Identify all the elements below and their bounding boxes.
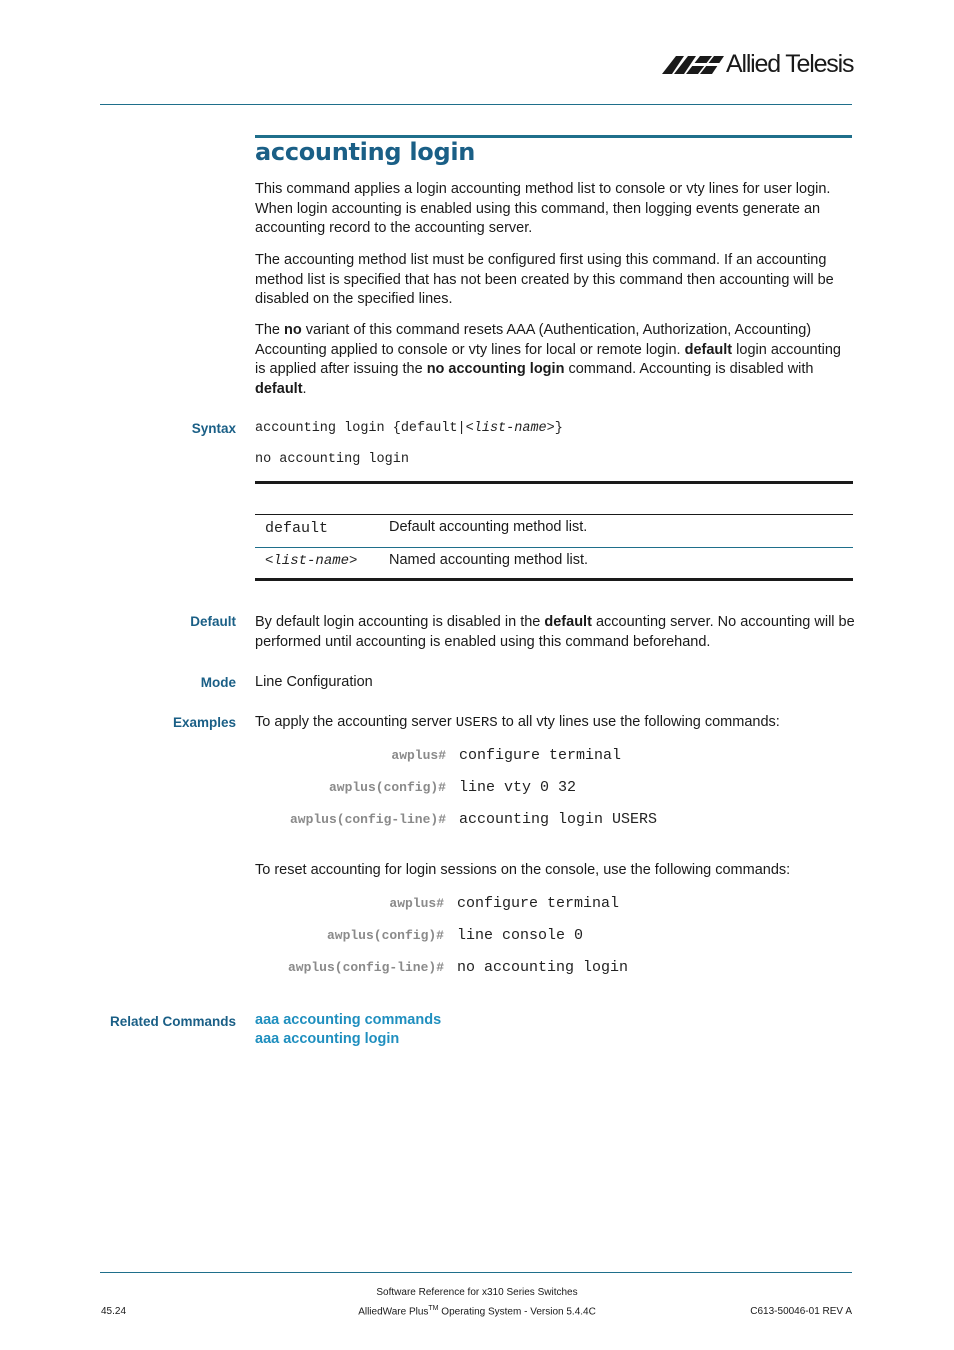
page-title: accounting login	[255, 138, 476, 166]
param-description: Named accounting method list.	[389, 552, 589, 568]
syntax-label: Syntax	[191, 421, 236, 436]
param-name: default	[265, 520, 329, 537]
param-name: <list-name>	[265, 553, 358, 569]
cli-command: line console 0	[457, 927, 584, 944]
cli-prompt: awplus(config)#	[328, 780, 446, 795]
cli-command: no accounting login	[457, 959, 629, 976]
cli-command: line vty 0 32	[459, 779, 577, 796]
default-label: Default	[190, 614, 236, 629]
cli-prompt: awplus(config-line)#	[287, 960, 444, 975]
syntax-line-1: accounting login {default|<list-name>}	[255, 421, 563, 436]
logo-text: Allied Telesis	[726, 50, 854, 78]
table-bottom-rule	[255, 578, 853, 581]
mode-label: Mode	[200, 675, 236, 690]
cli-command: configure terminal	[459, 747, 622, 764]
intro-paragraph-2: The accounting method list must be configured first using this command. If an accounting method list is specified that has not been created by this command then accounting will be disabled on the specified lines.	[255, 252, 834, 307]
table-top-rule	[255, 481, 853, 484]
footer-title: Software Reference for x310 Series Switches	[376, 1287, 578, 1298]
intro-paragraph-3: The no variant of this command resets AAA (Authentication, Authorization, Accounting) Accounting applied to console or vty lines for local or remote login. default login accounting is applied after issuing the no accounting login command. Accounting is disabled with default.	[255, 322, 841, 397]
cli-command: configure terminal	[457, 895, 620, 912]
example-command-line	[200, 780, 800, 800]
example-command-line	[200, 812, 800, 832]
footer-rule	[100, 1272, 852, 1273]
table-row	[255, 548, 853, 578]
intro-paragraph-1: This command applies a login accounting method list to console or vty lines for user login. When login accounting is enabled using this command, then logging events generate an accounting record to the accounting server.	[255, 181, 831, 236]
examples-intro-2: To reset accounting for login sessions on the console, use the following commands:	[255, 862, 791, 878]
link-aaa-accounting-login[interactable]: aaa accounting login	[255, 1031, 400, 1047]
cli-command: accounting login USERS	[459, 811, 658, 828]
cli-prompt: awplus(config-line)#	[289, 812, 446, 827]
table-row	[255, 515, 853, 548]
cli-prompt: awplus#	[391, 748, 446, 763]
syntax-line-2: no accounting login	[255, 452, 409, 467]
footer-os-version: AlliedWare Plus™ Operating System - Version 5.4.4C	[358, 1305, 596, 1318]
example-command-line	[198, 960, 798, 980]
cli-prompt: awplus#	[389, 896, 444, 911]
allied-telesis-logo	[662, 50, 854, 78]
header-rule	[100, 104, 852, 105]
examples-intro: To apply the accounting server USERS to all vty lines use the following commands:	[255, 714, 780, 731]
footer-doc-id: C613-50046-01 REV A	[750, 1306, 852, 1317]
mode-text: Line Configuration	[255, 674, 373, 690]
example-command-line	[198, 896, 798, 916]
related-commands-label: Related Commands	[109, 1014, 236, 1029]
example-command-line	[200, 748, 800, 768]
param-description: Default accounting method list.	[389, 519, 588, 535]
cli-prompt: awplus(config)#	[326, 928, 444, 943]
default-text: By default login accounting is disabled in the default accounting server. No accounting will be performed until accounting is enabled using this command beforehand.	[255, 614, 855, 650]
logo-mark-icon	[662, 54, 724, 76]
link-aaa-accounting-commands[interactable]: aaa accounting commands	[255, 1012, 442, 1028]
example-command-line	[198, 928, 798, 948]
footer-page-number: 45.24	[101, 1306, 127, 1317]
examples-label: Examples	[172, 715, 236, 730]
